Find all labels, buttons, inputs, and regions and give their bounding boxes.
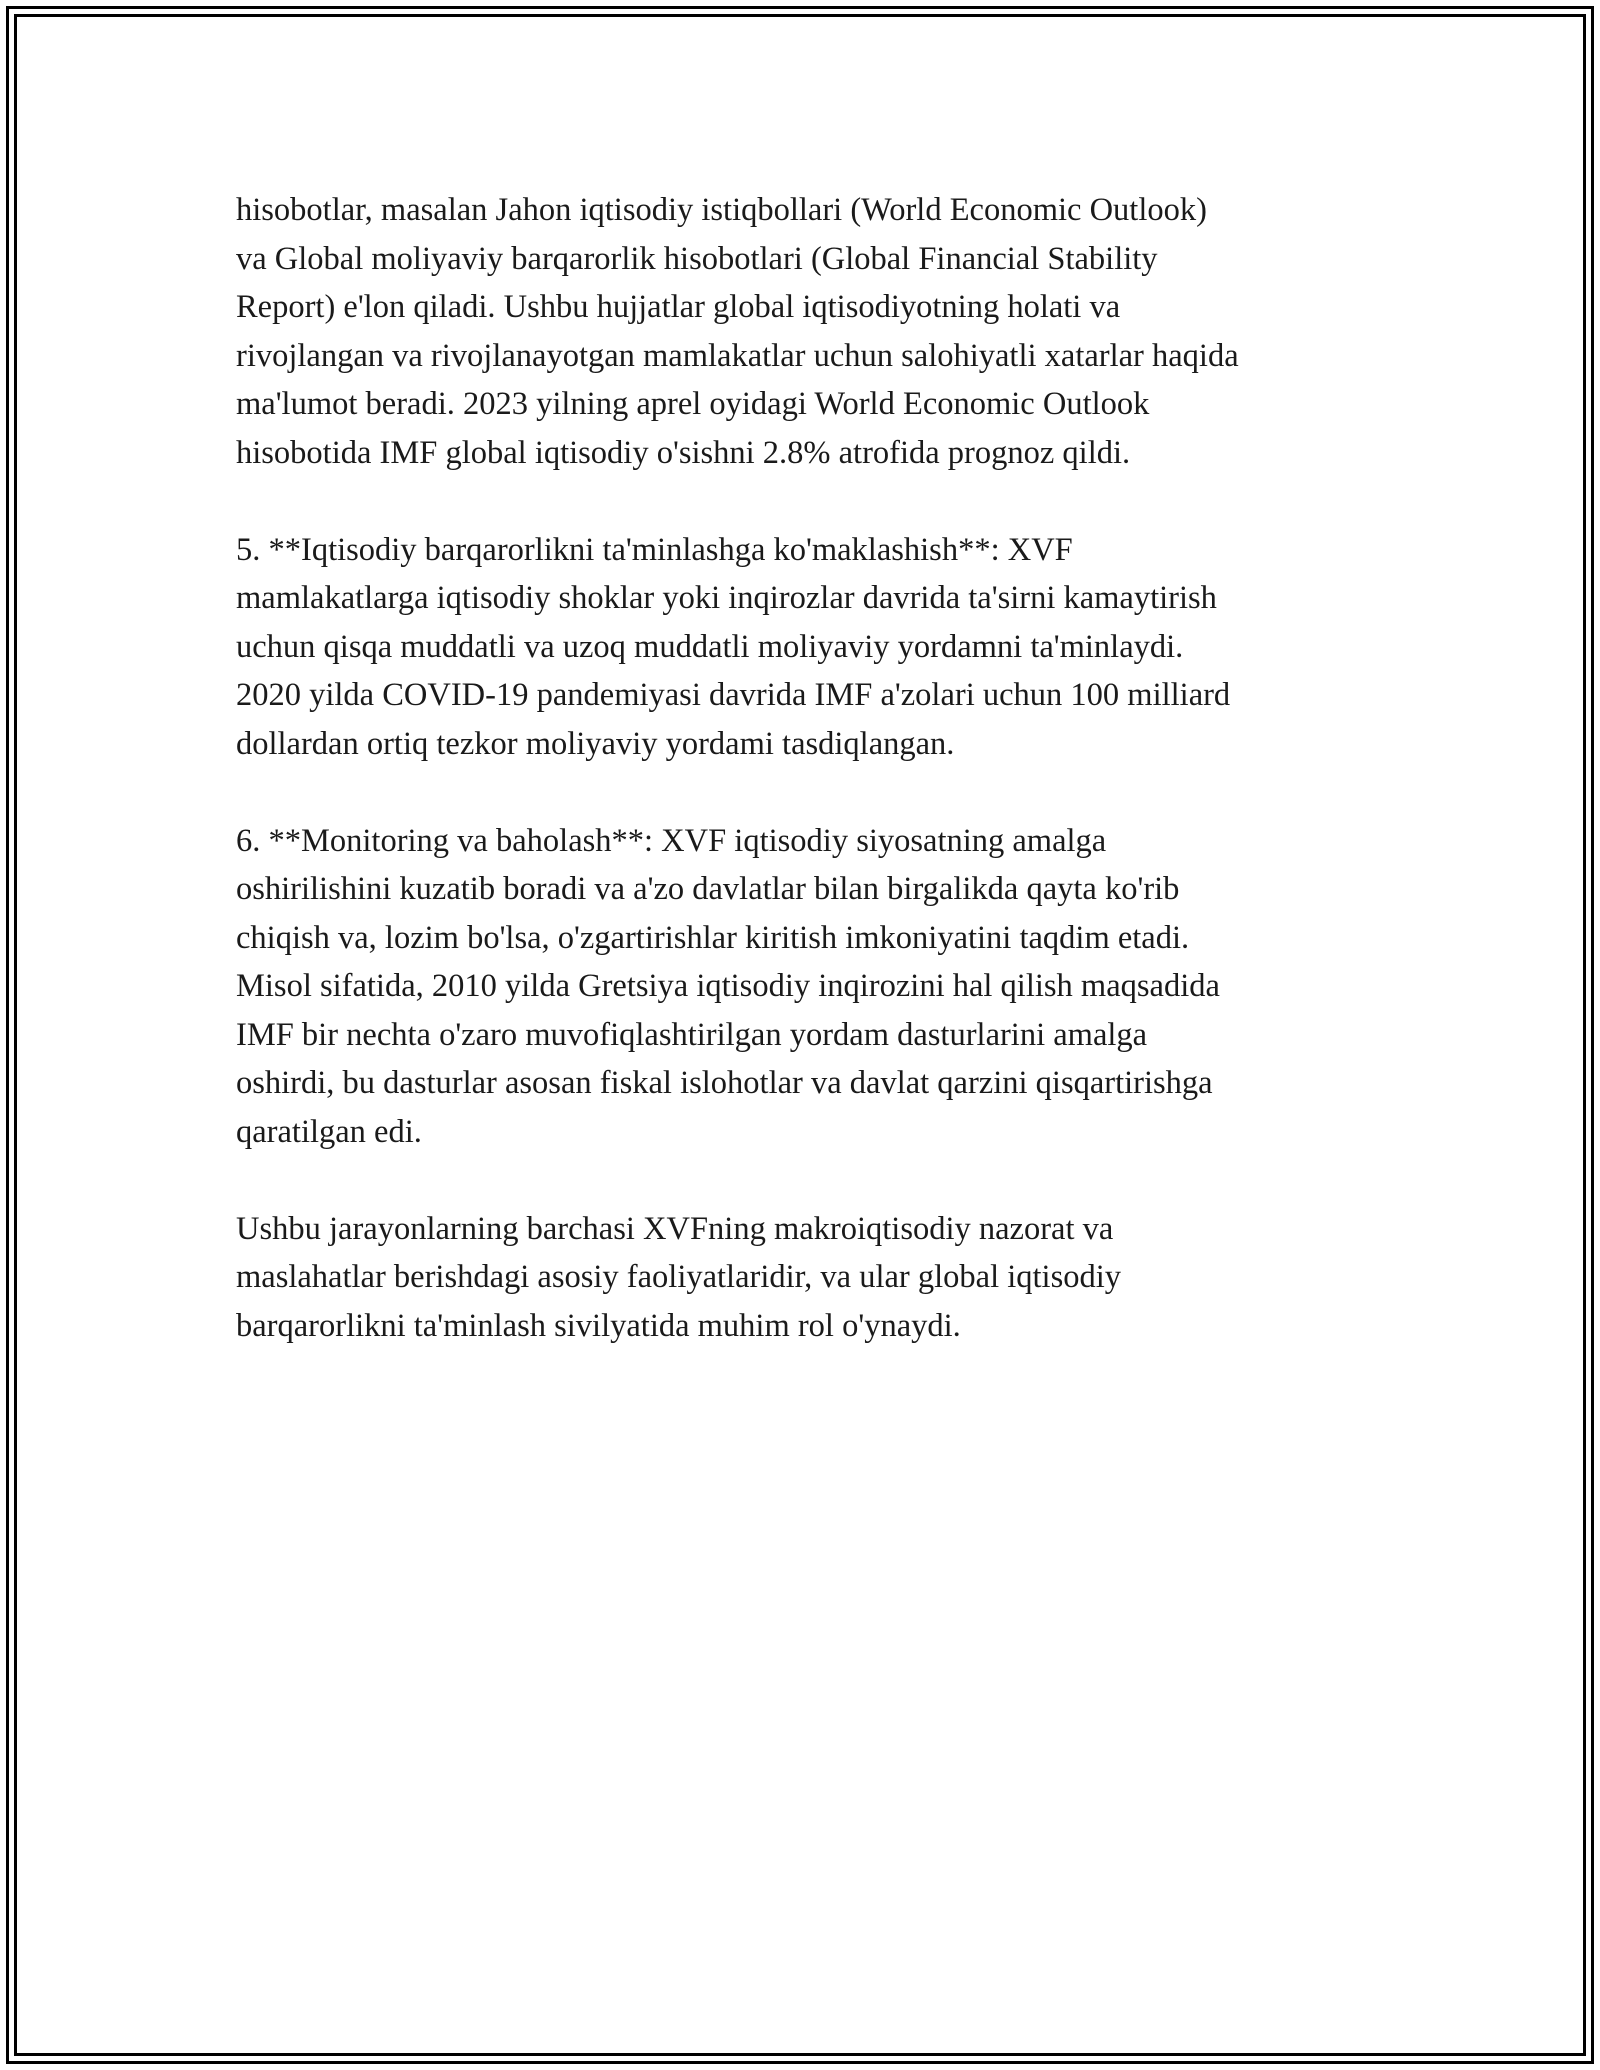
document-body — [236, 186, 1386, 1350]
paragraph-stability-support: 5. **Iqtisodiy barqarorlikni ta'minlashga ko'maklashish**: XVF mamlakatlarga iqtisodiy shoklar yoki inqirozlar davrida ta'sirni kamaytirish uchun qisqa muddatli va uzoq muddatli moliyaviy yordamni ta'minlaydi. 2020 yilda COVID-19 pandemiyasi davrida IMF a'zolari uchun 100 milliard dollardan ortiq tezkor moliyaviy yordami tasdiqlangan. — [236, 531, 1231, 762]
paragraph-conclusion: Ushbu jarayonlarning barchasi XVFning makroiqtisodiy nazorat va maslahatlar berishdagi asosiy faoliyatlaridir, va ular global iqtisodiy barqarorlikni ta'minlash sivilyatida muhim rol o'ynaydi. — [236, 1210, 1121, 1344]
paragraph-reports: hisobotlar, masalan Jahon iqtisodiy istiqbollari (World Economic Outlook) va Global moliyaviy barqarorlik hisobotlari (Global Financial Stability Report) e'lon qiladi. Ushbu hujjatlar global iqtisodiyotning holati va rivojlangan va rivojlanayotgan mamlakatlar uchun salohiyatli xatarlar haqida ma'lumot beradi. 2023 yilning aprel oyidagi World Economic Outlook hisobotida IMF global iqtisodiy o'sishni 2.8% atrofida prognoz qildi. — [236, 192, 1239, 471]
paragraph-monitoring: 6. **Monitoring va baholash**: XVF iqtisodiy siyosatning amalga oshirilishini kuzatib boradi va a'zo davlatlar bilan birgalikda qayta ko'rib chiqish va, lozim bo'lsa, o'zgartirishlar kiritish imkoniyatini taqdim etadi. Misol sifatida, 2010 yilda Gretsiya iqtisodiy inqirozini hal qilish maqsadida IMF bir nechta o'zaro muvofiqlashtirilgan yordam dasturlarini amalga oshirdi, bu dasturlar asosan fiskal islohotlar va davlat qarzini qisqartirishga qaratilgan edi. — [236, 822, 1220, 1150]
